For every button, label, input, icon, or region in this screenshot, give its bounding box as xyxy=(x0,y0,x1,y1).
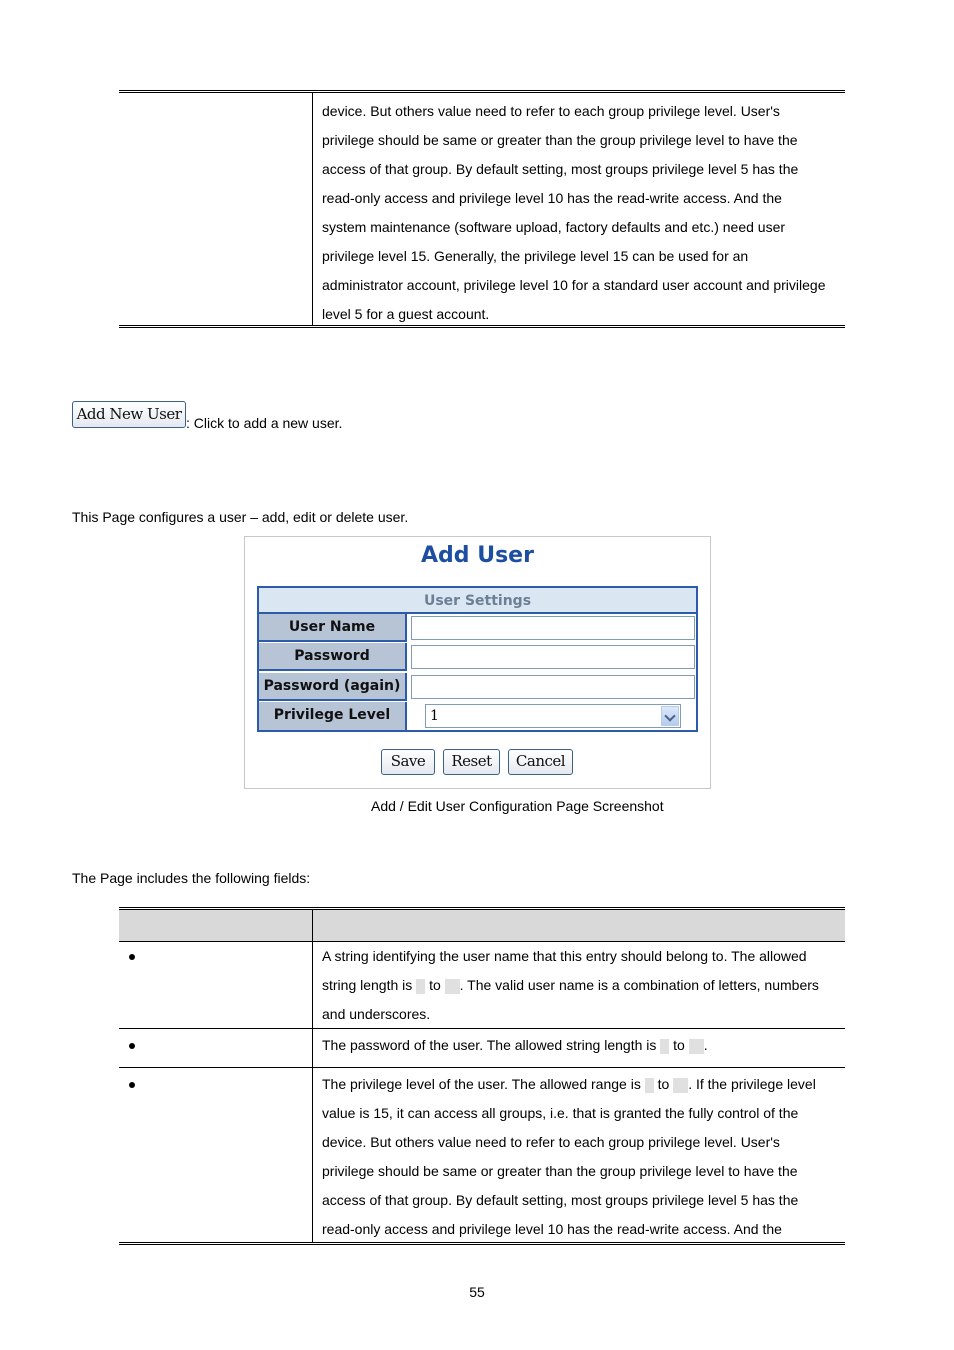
chevron-down-icon[interactable] xyxy=(661,706,679,726)
text-fragment: to xyxy=(657,1076,670,1092)
fields-table xyxy=(119,907,845,1245)
text-fragment: The privilege level of the user. The allowed range is xyxy=(322,1076,641,1092)
redacted-value xyxy=(660,1039,669,1054)
redacted-value xyxy=(645,1078,654,1093)
text-fragment: to xyxy=(673,1037,685,1053)
description-line: administrator account, privilege level 10 for a standard user account and privilege xyxy=(322,277,826,293)
description-line: privilege should be same or greater than the group privilege level to have the xyxy=(322,1163,798,1179)
bullet-icon xyxy=(129,1082,135,1088)
add-new-user-button[interactable]: Add New User xyxy=(72,401,186,428)
password-again-row xyxy=(259,673,696,702)
user-name-label: User Name xyxy=(259,614,407,642)
password-input[interactable] xyxy=(411,645,695,669)
description-table-continued xyxy=(119,90,845,328)
description-line xyxy=(322,1070,839,1099)
page-number: 55 xyxy=(469,1284,485,1300)
reset-button[interactable]: Reset xyxy=(443,749,500,775)
privilege-level-label: Privilege Level xyxy=(259,702,407,730)
redacted-value xyxy=(689,1039,704,1054)
text-fragment: . If the privilege level xyxy=(688,1076,816,1092)
password-label: Password xyxy=(259,643,407,671)
user-name-description xyxy=(322,942,839,1029)
redacted-value xyxy=(673,1078,688,1093)
password-again-input[interactable] xyxy=(411,675,695,699)
description-line: access of that group. By default setting, most groups privilege level 5 has the xyxy=(322,1192,799,1208)
user-settings-header: User Settings xyxy=(259,588,696,614)
fields-table-header xyxy=(119,910,845,942)
redacted-value xyxy=(416,979,425,994)
password-row xyxy=(259,643,696,672)
privilege-level-description xyxy=(322,1070,839,1244)
screenshot-title: Add User xyxy=(421,543,534,568)
text-fragment: . The valid user name is a combination of letters, numbers xyxy=(459,977,819,993)
description-line: read-only access and privilege level 10 has the read-write access. And the xyxy=(322,1221,782,1237)
description-line: system maintenance (software upload, factory defaults and etc.) need user xyxy=(322,219,786,235)
column-divider xyxy=(312,910,313,1242)
description-line xyxy=(322,971,839,1000)
privilege-level-value: 1 xyxy=(430,708,439,724)
text-fragment: The password of the user. The allowed string length is xyxy=(322,1037,657,1053)
add-user-screenshot xyxy=(244,536,711,789)
text-fragment: to xyxy=(429,977,441,993)
bullet-icon xyxy=(129,1043,135,1049)
description-line: privilege should be same or greater than the group privilege level to have the xyxy=(322,132,798,148)
user-name-row xyxy=(259,614,696,643)
description-line: access of that group. By default setting, most groups privilege level 5 has the xyxy=(322,161,799,177)
figure-caption: Add / Edit User Configuration Page Screenshot xyxy=(371,798,664,814)
description-line: and underscores. xyxy=(322,1006,431,1022)
description-line: read-only access and privilege level 10 has the read-write access. And the xyxy=(322,190,782,206)
description-line: privilege level 15. Generally, the privilege level 15 can be used for an xyxy=(322,248,749,264)
fields-intro: The Page includes the following fields: xyxy=(72,870,311,886)
user-name-input[interactable] xyxy=(411,616,695,640)
row-divider xyxy=(119,1067,845,1068)
add-new-user-description: : Click to add a new user. xyxy=(186,415,343,431)
cancel-button[interactable]: Cancel xyxy=(508,749,573,775)
description-line: value is 15, it can access all groups, i.e. that is granted the fully control of the xyxy=(322,1105,799,1121)
user-settings-table xyxy=(257,586,698,732)
intro-text: This Page configures a user – add, edit or delete user. xyxy=(72,509,409,525)
bullet-icon xyxy=(129,954,135,960)
privilege-description xyxy=(322,97,839,329)
description-line xyxy=(322,1031,839,1060)
column-divider xyxy=(312,93,313,325)
text-fragment: string length is xyxy=(322,977,413,993)
privilege-level-select[interactable] xyxy=(425,704,681,728)
description-line: device. But others value need to refer to each group privilege level. User's xyxy=(322,103,780,119)
description-line: A string identifying the user name that this entry should belong to. The allowed xyxy=(322,948,807,964)
text-fragment: . xyxy=(703,1037,708,1053)
description-line: level 5 for a guest account. xyxy=(322,306,490,322)
description-line: device. But others value need to refer to each group privilege level. User's xyxy=(322,1134,780,1150)
password-description xyxy=(322,1031,839,1060)
password-again-label: Password (again) xyxy=(259,673,407,701)
redacted-value xyxy=(445,979,460,994)
save-button[interactable]: Save xyxy=(381,749,435,775)
privilege-level-row xyxy=(259,702,696,731)
